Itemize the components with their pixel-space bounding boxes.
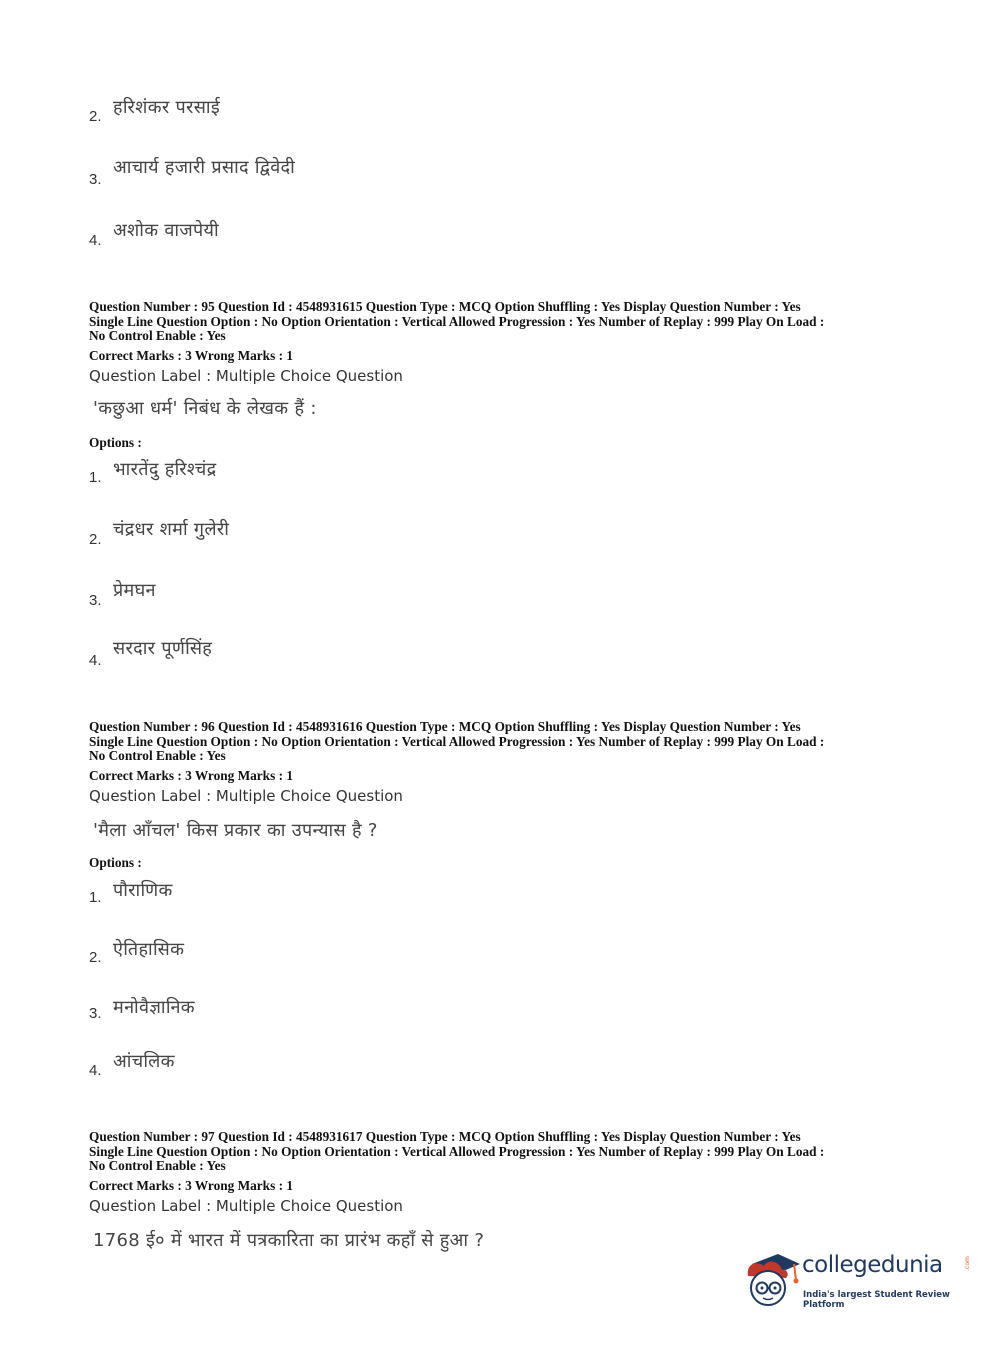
option-text: हरिशंकर परसाई bbox=[113, 97, 220, 118]
option-number: 3. bbox=[89, 171, 102, 188]
logo-wordmark: collegedunia bbox=[802, 1252, 943, 1278]
meta-line: No Control Enable : Yes bbox=[89, 1158, 226, 1173]
question-label: Question Label : Multiple Choice Question bbox=[89, 787, 403, 805]
question-marks: Correct Marks : 3 Wrong Marks : 1 bbox=[89, 768, 293, 783]
question-label: Question Label : Multiple Choice Question bbox=[89, 1197, 403, 1215]
meta-line: Single Line Question Option : No Option Orientation : Vertical Allowed Progression : Yes Number of Replay : 999 Play On Load : bbox=[89, 1143, 825, 1159]
option-text: आचार्य हजारी प्रसाद द्विवेदी bbox=[113, 157, 296, 178]
question-label: Question Label : Multiple Choice Question bbox=[89, 367, 403, 385]
option-number: 2. bbox=[89, 531, 102, 548]
meta-line: No Control Enable : Yes bbox=[89, 328, 226, 343]
meta-line: Single Line Question Option : No Option Orientation : Vertical Allowed Progression : Yes Number of Replay : 999 Play On Load : bbox=[89, 313, 825, 329]
option-text: अशोक वाजपेयी bbox=[113, 220, 219, 241]
meta-line: No Control Enable : Yes bbox=[89, 748, 226, 763]
logo-tagline: India's largest Student Review Platform bbox=[803, 1290, 950, 1310]
option-text: मनोवैज्ञानिक bbox=[113, 997, 195, 1018]
option-text: भारतेंदु हरिश्चंद्र bbox=[113, 459, 217, 480]
option-text: आंचलिक bbox=[113, 1051, 175, 1072]
option-number: 2. bbox=[89, 108, 102, 125]
option-number: 4. bbox=[89, 652, 102, 669]
question-text: 'मैला आँचल' किस प्रकार का उपन्यास है ? bbox=[93, 820, 378, 841]
question-text: 'कछुआ धर्म' निबंध के लेखक हैं : bbox=[93, 398, 317, 419]
option-text: प्रेमघन bbox=[113, 580, 156, 601]
collegedunia-logo bbox=[742, 1250, 970, 1310]
options-header: Options : bbox=[89, 855, 142, 870]
question-meta bbox=[89, 300, 919, 344]
question-marks: Correct Marks : 3 Wrong Marks : 1 bbox=[89, 348, 293, 363]
question-meta bbox=[89, 720, 919, 764]
question-text: 1768 ई० में भारत में पत्रकारिता का प्रारंभ कहाँ से हुआ ? bbox=[93, 1230, 485, 1251]
option-number: 4. bbox=[89, 232, 102, 249]
meta-line: Question Number : 95 Question Id : 4548931615 Question Type : MCQ Option Shuffling : Yes Display Question Number : Yes bbox=[89, 299, 801, 314]
option-number: 2. bbox=[89, 949, 102, 966]
option-text: चंद्रधर शर्मा गुलेरी bbox=[113, 519, 230, 540]
option-number: 3. bbox=[89, 1005, 102, 1022]
option-text: सरदार पूर्णसिंह bbox=[113, 638, 213, 659]
option-number: 1. bbox=[89, 469, 102, 486]
meta-line: Single Line Question Option : No Option Orientation : Vertical Allowed Progression : Yes Number of Replay : 999 Play On Load : bbox=[89, 733, 825, 749]
options-header: Options : bbox=[89, 435, 142, 450]
meta-line: Question Number : 96 Question Id : 4548931616 Question Type : MCQ Option Shuffling : Yes Display Question Number : Yes bbox=[89, 719, 801, 734]
option-text: पौराणिक bbox=[113, 880, 173, 901]
option-number: 1. bbox=[89, 889, 102, 906]
question-marks: Correct Marks : 3 Wrong Marks : 1 bbox=[89, 1178, 293, 1193]
logo-domain: .com bbox=[963, 1256, 971, 1271]
option-number: 4. bbox=[89, 1062, 102, 1079]
question-meta bbox=[89, 1130, 919, 1174]
option-text: ऐतिहासिक bbox=[113, 939, 185, 960]
mascot-icon bbox=[742, 1250, 802, 1310]
meta-line: Question Number : 97 Question Id : 4548931617 Question Type : MCQ Option Shuffling : Yes Display Question Number : Yes bbox=[89, 1129, 801, 1144]
option-number: 3. bbox=[89, 592, 102, 609]
